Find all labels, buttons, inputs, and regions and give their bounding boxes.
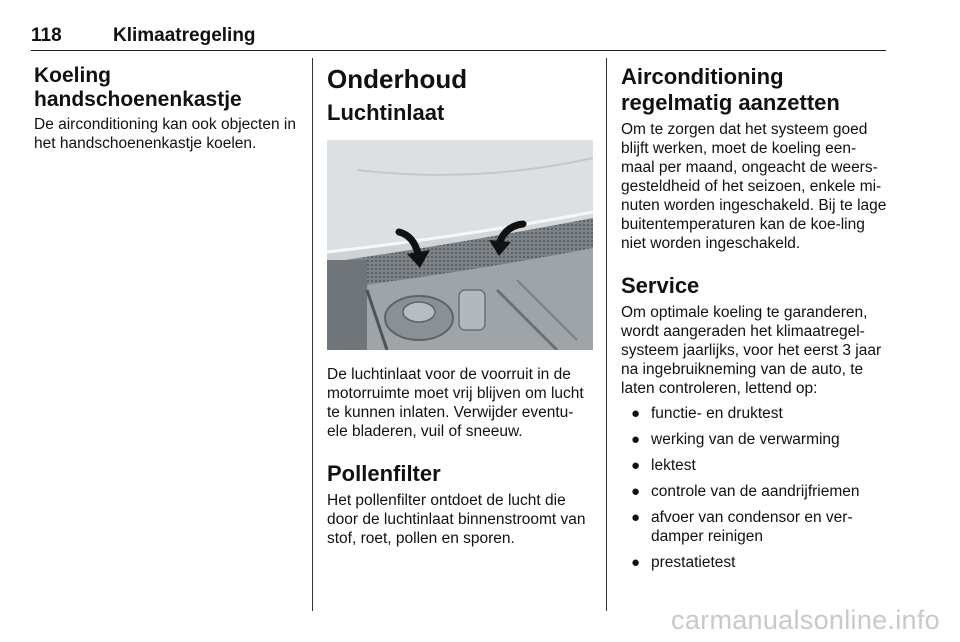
list-item: ● lektest (631, 457, 696, 474)
ac-regular-use-heading: Airconditioning regelmatig aanzetten (621, 64, 840, 115)
bullet-icon: ● (631, 554, 641, 571)
glovebox-cooling-text: De airconditioning kan ook objecten in het handschoenenkastje koelen. (34, 116, 296, 152)
pollen-filter-text: Het pollenfilter ontdoet de lucht die door de luchtinlaat binnenstroomt van stof, roet, pollen en sporen. (327, 492, 586, 547)
list-item: ● functie- en druktest (631, 405, 783, 422)
bullet-icon: ● (631, 509, 641, 526)
service-text: Om optimale koeling te garanderen, wordt aangeraden het klimaatregel-systeem jaarlijks, voor het eerst 3 jaar na ingebruikneming van de auto, te laten controleren, lettend op: (621, 304, 882, 397)
list-item: ● afvoer van condensor en ver-damper reinigen (631, 509, 853, 545)
air-intake-heading: Luchtinlaat (327, 100, 445, 125)
bullet-icon: ● (631, 431, 641, 448)
column-divider-left (312, 58, 313, 611)
column-3 (621, 64, 889, 579)
column-2 (327, 64, 593, 548)
column-divider-right (606, 58, 607, 611)
list-item: ● controle van de aandrijfriemen (631, 483, 860, 500)
air-intake-photo (327, 140, 593, 350)
maintenance-heading: Onderhoud (327, 64, 468, 94)
chapter-title: Klimaatregeling (113, 25, 256, 46)
site-watermark: carmanualsonline.info (671, 605, 940, 635)
column-1 (34, 64, 296, 153)
pollen-filter-heading: Pollenfilter (327, 461, 441, 486)
ac-regular-use-text: Om te zorgen dat het systeem goed blijft werken, moet de koeling een-maal per maand, ongeacht de weers-gesteldheid of het seizoen, enkele mi-nuten worden ingeschakeld. Bij te lage buitentemperaturen kan de koe-ling niet worden ingeschakeld. (621, 121, 887, 252)
service-heading: Service (621, 273, 700, 298)
page-number: 118 (31, 25, 62, 46)
bullet-icon: ● (631, 405, 641, 422)
page-header (31, 24, 886, 51)
bullet-icon: ● (631, 483, 641, 500)
list-item: ● werking van de verwarming (631, 431, 840, 448)
bullet-icon: ● (631, 457, 641, 474)
list-item: ● prestatietest (631, 554, 736, 571)
air-intake-text: De luchtinlaat voor de voorruit in de motorruimte moet vrij blijven om lucht te kunnen inlaten. Verwijder eventu-ele bladeren, vuil of sneeuw. (327, 366, 584, 440)
service-checklist (621, 404, 889, 572)
glovebox-cooling-heading: Koeling handschoenenkastje (34, 64, 242, 111)
